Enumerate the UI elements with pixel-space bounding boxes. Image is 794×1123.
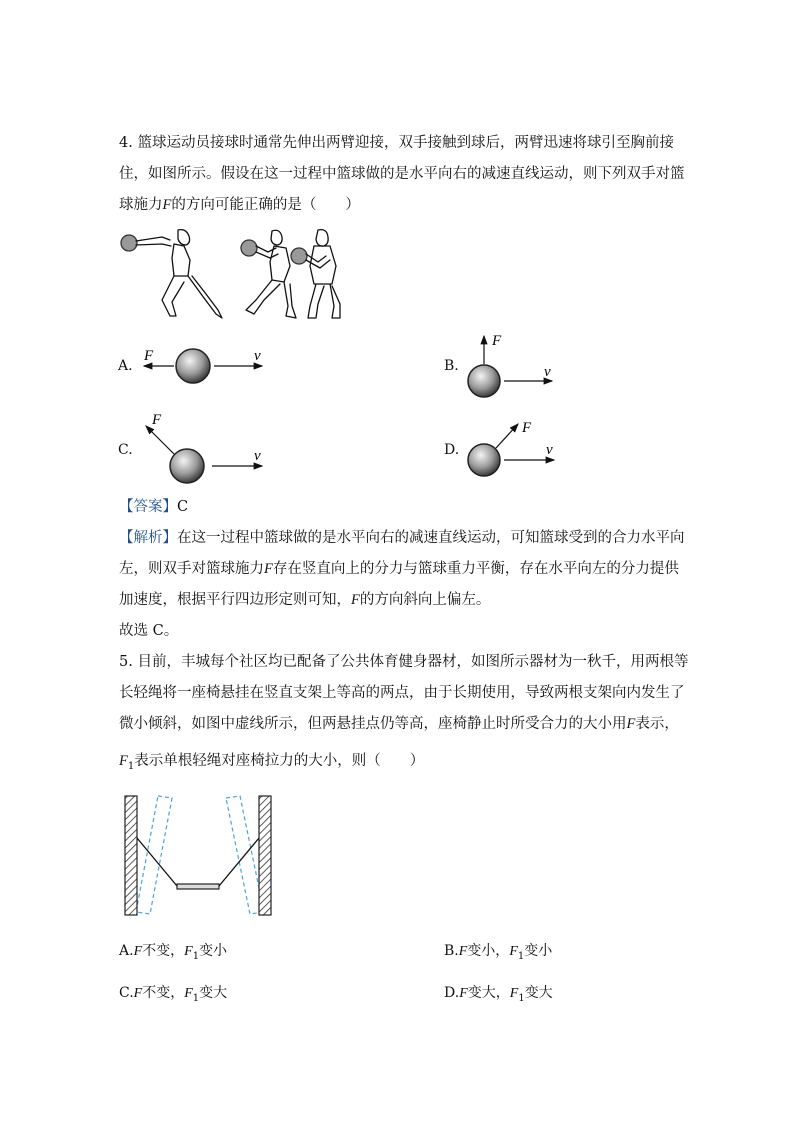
basketball-players-figure	[118, 226, 358, 322]
q4-line-3: 球施力F的方向可能正确的是（ ）	[119, 197, 360, 213]
q5-option-a: A.F不变，$F_1$变小	[119, 943, 228, 962]
velocity-label-b: v	[544, 364, 551, 380]
force-label-b: F	[492, 333, 502, 349]
answer-line	[119, 497, 188, 517]
q4-option-a-label: A.	[118, 358, 133, 374]
q4-option-d-label: D.	[444, 442, 460, 458]
q4-option-d-diagram	[464, 416, 564, 488]
q5-line-3: 微小倾斜，如图中虚线所示，但两悬挂点仍等高，座椅静止时所受合力的大小用F表示，	[119, 716, 679, 732]
analysis-tag: 【解析】	[119, 530, 177, 546]
analysis-line-1: 【解析】在这一过程中篮球做的是水平向右的减速直线运动，可知篮球受到的合力水平向	[119, 530, 685, 546]
basketball-icon	[170, 449, 204, 483]
q4-line-2: 住，如图所示。假设在这一过程中篮球做的是水平向右的减速直线运动，则下列双手对篮	[119, 166, 685, 182]
q4-var-F: F	[162, 197, 172, 213]
basketball-icon	[468, 444, 500, 476]
q5-option-c: C.F不变，$F_1$变大	[119, 985, 228, 1004]
q5-option-d: D.F变大，$F_1$变大	[444, 985, 553, 1004]
q4-option-b-diagram	[464, 330, 564, 402]
swing-seat	[177, 884, 219, 889]
velocity-label-d: v	[546, 442, 553, 458]
q4-option-b-label: B.	[444, 358, 459, 374]
q5-option-b: B.F变小，$F_1$变小	[444, 943, 553, 962]
q5-line-4: $F_1$表示单根轻绳对座椅拉力的大小，则（ ）	[119, 753, 425, 772]
velocity-label-c: v	[254, 448, 261, 464]
force-label-a: F	[144, 348, 154, 364]
q4-option-a-diagram	[140, 344, 270, 388]
q5-line-2: 长轻绳将一座椅悬挂在竖直支架上等高的两点，由于长期使用，导致两根支架向内发生了	[119, 685, 685, 701]
q4-option-c-diagram	[140, 412, 270, 488]
basketball-icon	[176, 349, 210, 383]
analysis-line-4: 故选 C。	[119, 623, 179, 639]
force-label-c: F	[152, 412, 162, 428]
analysis-line-2: 左，则双手对篮球施力F存在竖直向上的分力与篮球重力平衡，存在水平向左的分力提供	[119, 561, 679, 577]
answer-tag: 【答案】	[119, 499, 177, 515]
analysis-line-3: 加速度，根据平行四边形定则可知，F的方向斜向上偏左。	[119, 592, 491, 608]
answer-value: C	[177, 499, 189, 515]
q5-line-1: 5. 目前，丰城每个社区均已配备了公共体育健身器材，如图所示器材为一秋千，用两根等	[119, 654, 689, 670]
q4-line-1: 4. 篮球运动员接球时通常先伸出两臂迎接，双手接触到球后，两臂迅速将球引至胸前接	[119, 135, 674, 151]
swing-figure	[122, 794, 278, 918]
q4-option-c-label: C.	[118, 442, 133, 458]
basketball-icon	[468, 365, 500, 397]
force-label-d: F	[522, 420, 532, 436]
velocity-label-a: v	[254, 348, 261, 364]
